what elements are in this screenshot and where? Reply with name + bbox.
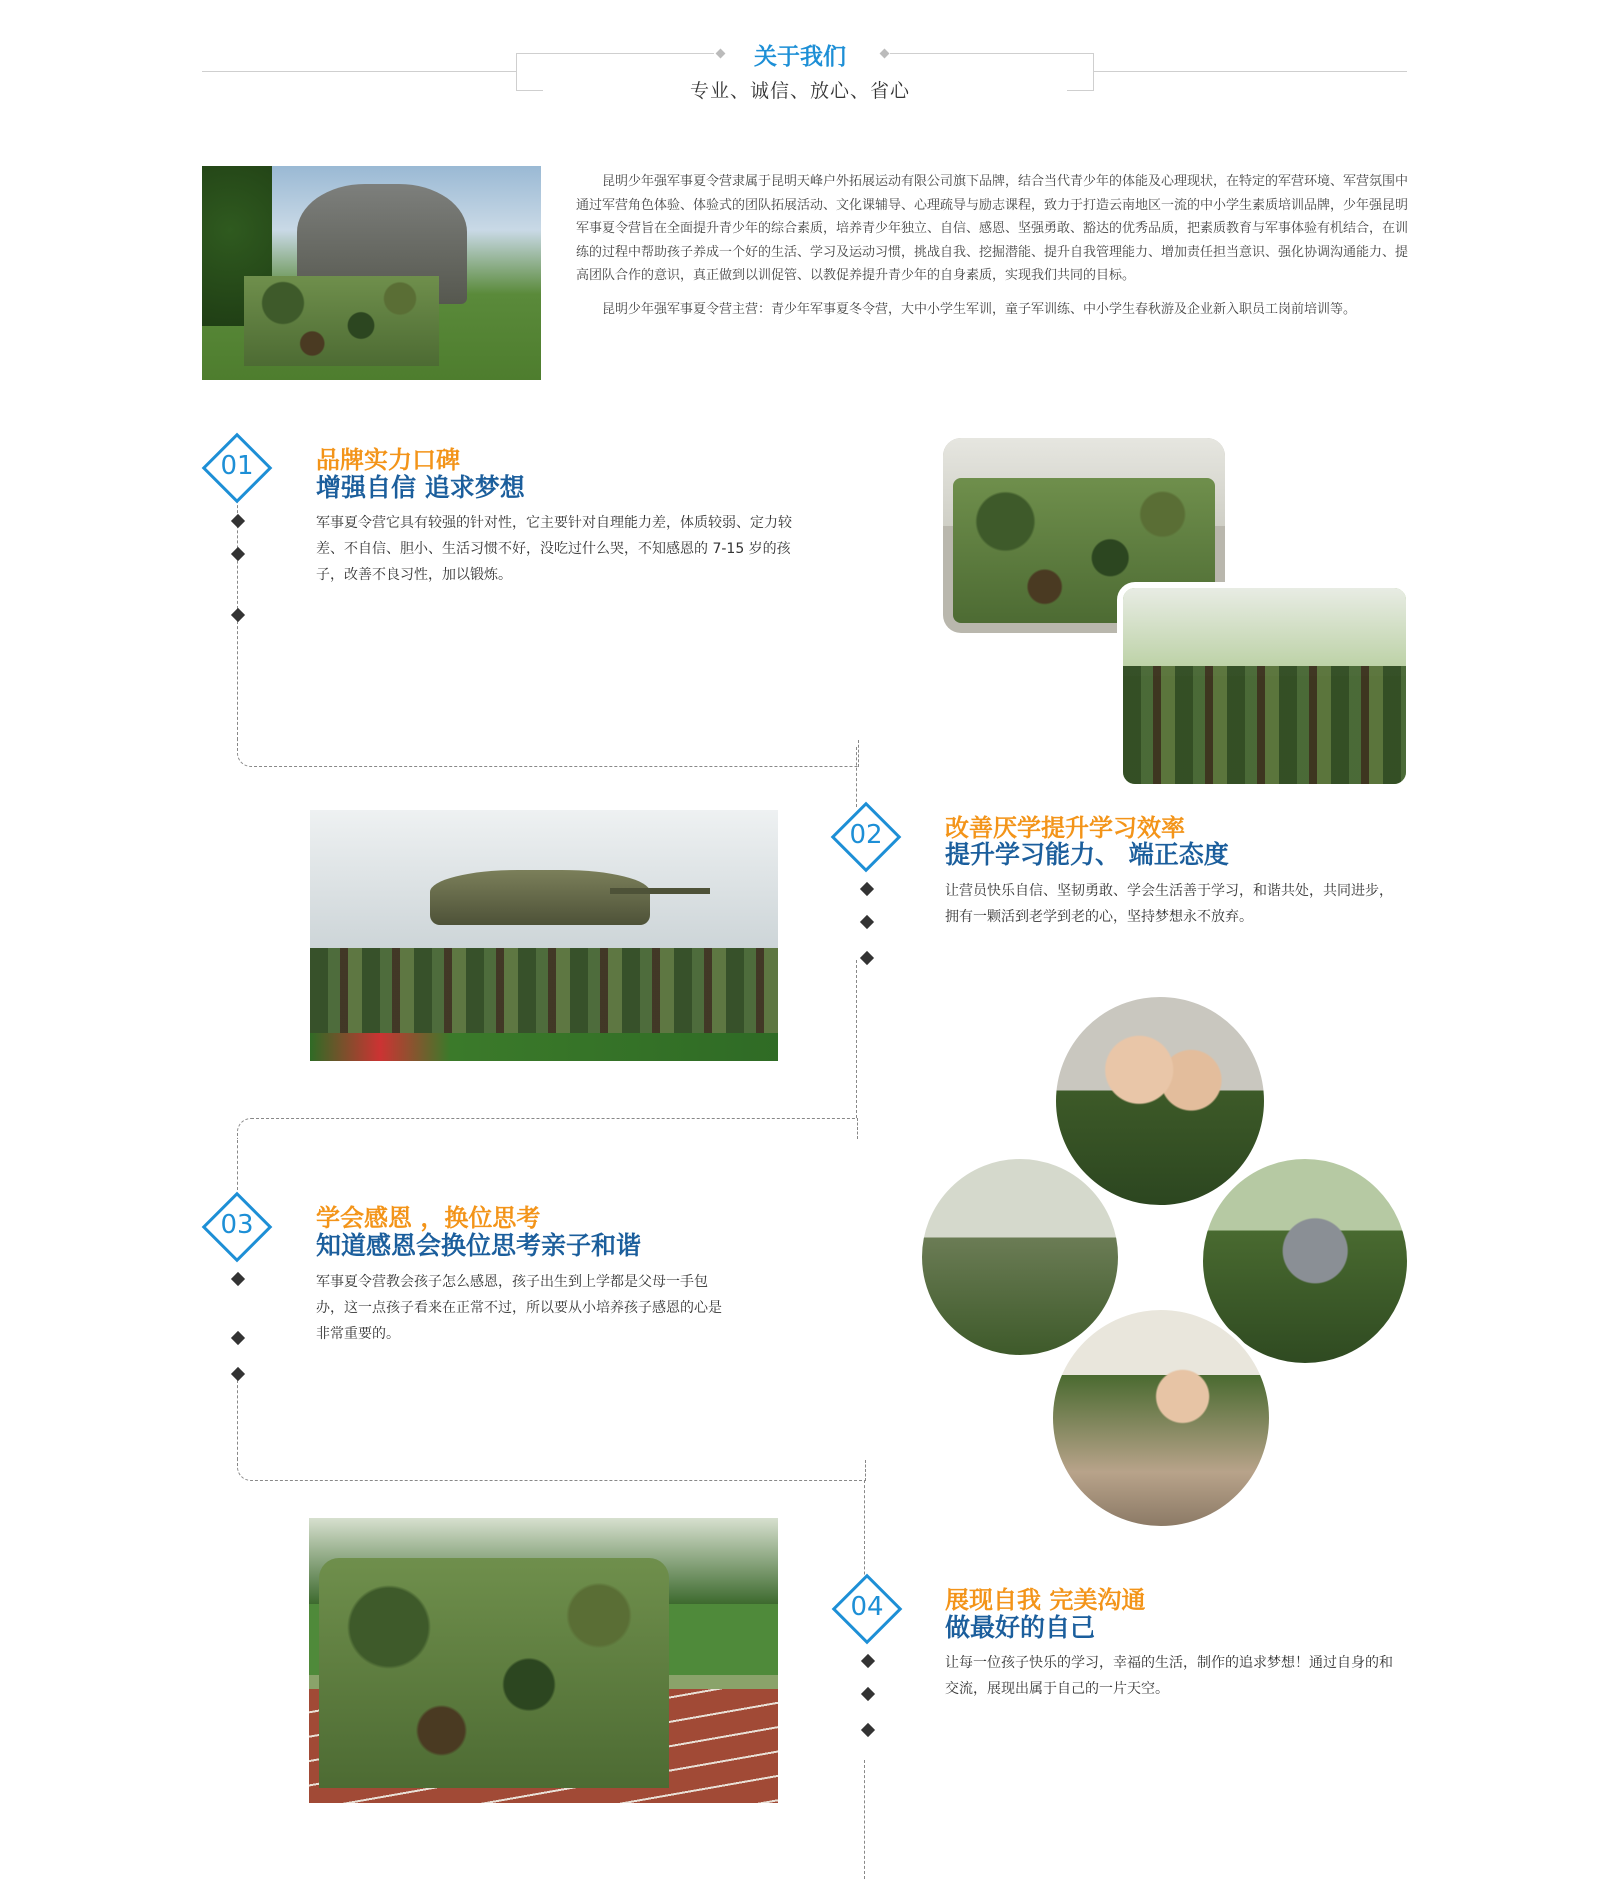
- section-03-dot-2: [231, 1331, 245, 1345]
- intro-paragraph-2: 昆明少年强军事夏令营主营：青少年军事夏冬令营，大中小学生军训，童子军训练、中小学生春秋游及企业新入职员工岗前培训等。: [602, 301, 1357, 317]
- section-01-title-blue: 增强自信 追求梦想: [316, 473, 525, 502]
- intro-paragraph-1: 昆明少年强军事夏令营隶属于昆明天峰户外拓展运动有限公司旗下品牌，结合当代青少年的体能及心理现状，在特定的军营环境、军营氛围中通过军营角色体验、体验式的团队拓展活动、文化课辅导、心理疏导与励志课程，致力于打造云南地区一流的中小学生素质培训品牌，少年强昆明军事夏令营旨在全面提升青少年的综合素质，培养青少年独立、自信、感恩、坚强勇敢、豁达的优秀品质，把素质教育与军事体验有机结合，在训练的过程中帮助孩子养成一个好的生活、学习及运动习惯，挑战自我、挖掘潜能、提升自我管理能力、增加责任担当意识、强化协调沟通能力、提高团队合作的意识，真正做到以训促管、以教促养提升青少年的自身素质，实现我们共同的目标。: [576, 174, 1409, 283]
- timeline-seg-2: [237, 740, 859, 767]
- timeline-seg-6: [237, 1140, 238, 1190]
- section-02-body: 让营员快乐自信、坚韧勇敢、学会生活善于学习，和谐共处，共同进步，拥有一颗活到老学到老的心，坚持梦想永不放弃。: [945, 883, 1393, 925]
- section-03-circle-photo-bottom: [1049, 1306, 1273, 1530]
- tank-gun: [610, 888, 710, 894]
- section-04-dot-2: [861, 1687, 875, 1701]
- section-02-title-orange: 改善厌学提升学习效率: [945, 814, 1185, 842]
- section-04-body: 让每一位孩子快乐的学习，幸福的生活，制作的追求梦想！通过自身的和交流，展现出属于自己的一片天空。: [945, 1655, 1393, 1697]
- section-04-title-blue: 做最好的自己: [945, 1613, 1096, 1642]
- intro-photo: [202, 166, 541, 380]
- section-01-number: 01: [220, 451, 254, 481]
- group-soldiers: [244, 276, 439, 366]
- section-03-number: 03: [220, 1210, 254, 1240]
- section-03-circle-photo-top: [1052, 993, 1268, 1209]
- section-01-dot-1: [231, 514, 245, 528]
- timeline-seg-8: [237, 1460, 866, 1481]
- flower-bed: [310, 1033, 778, 1061]
- timeline-seg-7: [237, 1380, 238, 1460]
- section-03-dot-1: [231, 1272, 245, 1286]
- section-04-photo: [309, 1518, 778, 1803]
- section-03-circle-photo-left: [918, 1155, 1122, 1359]
- park-bg: [1123, 588, 1406, 676]
- section-04-dot-3: [861, 1723, 875, 1737]
- section-01-title-orange: 品牌实力口碑: [316, 446, 460, 474]
- section-01-dot-2: [231, 547, 245, 561]
- section-02-dot-3: [860, 951, 874, 965]
- header-line-left: [202, 71, 516, 72]
- section-04-title-orange: 展现自我 完美沟通: [945, 1586, 1146, 1614]
- page-subtitle: 专业、诚信、放心、省心: [689, 80, 910, 102]
- section-03-dot-3: [231, 1367, 245, 1381]
- header-line-right: [1093, 71, 1407, 72]
- page-title: 关于我们: [754, 44, 846, 70]
- timeline-seg-5: [237, 1118, 858, 1139]
- section-02-photo: [310, 810, 778, 1061]
- timeline-seg-10: [864, 1760, 865, 1879]
- section-04-dot-1: [861, 1654, 875, 1668]
- section-02-number: 02: [849, 820, 883, 850]
- kids-posing: [319, 1558, 669, 1788]
- section-03-title-blue: 知道感恩会换位思考亲子和谐: [316, 1231, 642, 1260]
- section-03-title-orange: 学会感恩 ，换位思考: [316, 1204, 541, 1232]
- timeline-seg-3: [856, 747, 857, 807]
- section-01-dot-3: [231, 608, 245, 622]
- section-04-number: 04: [850, 1592, 884, 1622]
- intro-text: [576, 170, 1410, 331]
- section-02-dot-1: [860, 882, 874, 896]
- section-02-dot-2: [860, 915, 874, 929]
- timeline-seg-4: [856, 960, 857, 1118]
- section-01-body: 军事夏令营它具有较强的针对性，它主要针对自理能力差，体质较弱、定力较差、不自信、胆小、生活习惯不好，没吃过什么哭，不知感恩的 7-15 岁的孩子，改善不良习性，加以锻炼。: [316, 515, 792, 583]
- kids-row: [1123, 666, 1406, 784]
- section-03-body: 军事夏令营教会孩子怎么感恩，孩子出生到上学都是父母一手包办，这一点孩子看来在正常不过，所以要从小培养孩子感恩的心是非常重要的。: [316, 1274, 722, 1342]
- section-01-photo-2: [1117, 582, 1412, 790]
- tank-body: [430, 870, 650, 925]
- section-02-title-blue: 提升学习能力、 端正态度: [945, 840, 1229, 869]
